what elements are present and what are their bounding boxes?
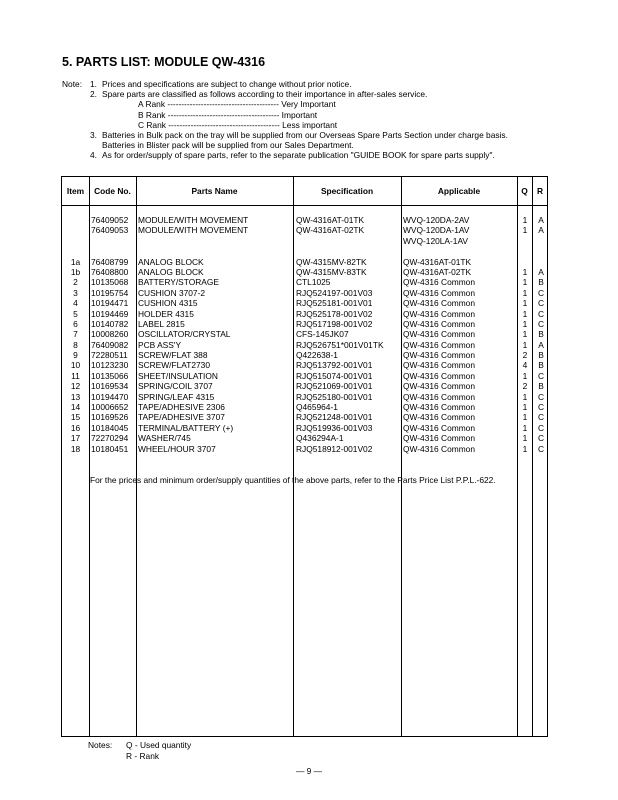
cell-spec: QW-4315MV-83TK xyxy=(296,266,367,277)
cell-q: 1 xyxy=(522,412,528,423)
cell-q: 2 xyxy=(522,381,528,392)
cell-r: B xyxy=(538,350,544,361)
header-specification: Specification xyxy=(320,186,374,196)
table-row xyxy=(62,246,547,256)
cell-r: B xyxy=(538,277,544,288)
cell-spec: CTL1025 xyxy=(296,277,331,288)
header-item: Item xyxy=(66,186,85,196)
cell-applicable: QW-4316 Common xyxy=(403,391,475,402)
cell-applicable: QW-4316 Common xyxy=(403,329,475,340)
cell-applicable: QW-4316 Common xyxy=(403,339,475,350)
cell-applicable: QW-4316 Common xyxy=(403,360,475,371)
table-row xyxy=(62,392,547,402)
cell-item: 5 xyxy=(73,308,78,319)
cell-item: 18 xyxy=(70,443,81,454)
table-row xyxy=(62,298,547,308)
cell-q: 1 xyxy=(522,422,528,433)
cell-code: 76408799 xyxy=(91,256,129,267)
cell-code: 72280511 xyxy=(91,350,128,361)
price-list-footnote: For the prices and minimum order/supply quantities of the above parts, refer to the Parts Price List P.P.L.-622. xyxy=(90,475,496,485)
cell-applicable: QW-4316 Common xyxy=(403,287,475,298)
cell-q: 2 xyxy=(522,350,528,361)
cell-r: C xyxy=(537,433,545,444)
table-row xyxy=(62,309,547,319)
cell-code: 10180451 xyxy=(91,443,129,454)
cell-item: 17 xyxy=(70,433,81,444)
cell-name: SCREW/FLAT2730 xyxy=(138,360,210,371)
cell-name: OSCILLATOR/CRYSTAL xyxy=(138,329,231,340)
cell-r: B xyxy=(538,360,544,371)
cell-applicable: QW-4316 Common xyxy=(403,443,475,454)
cell-r: C xyxy=(537,443,545,454)
table-row xyxy=(62,267,547,277)
header-code: Code No. xyxy=(94,186,131,196)
cell-spec: RJQ525181-001V01 xyxy=(296,298,373,309)
cell-q: 1 xyxy=(522,287,528,298)
cell-q: 1 xyxy=(522,339,528,350)
table-row xyxy=(62,360,547,370)
cell-r: C xyxy=(537,318,545,329)
table-row xyxy=(62,402,547,412)
cell-code: 76409052 xyxy=(91,215,129,225)
page-number: — 9 — xyxy=(295,766,323,776)
cell-applicable: QW-4316 Common xyxy=(403,402,475,413)
table-row xyxy=(62,236,547,246)
cell-spec: QW-4316AT-01TK xyxy=(296,215,365,225)
cell-name: LABEL 2815 xyxy=(138,318,185,329)
cell-spec: Q436294A-1 xyxy=(296,433,344,444)
cell-q: 1 xyxy=(522,370,528,381)
cell-q: 1 xyxy=(522,329,528,340)
note-number: 2. xyxy=(90,89,97,100)
cell-spec: RJQ525178-001V02 xyxy=(296,308,373,319)
cell-r: C xyxy=(537,412,545,423)
cell-code: 10194470 xyxy=(91,391,129,402)
cell-code: 10008260 xyxy=(91,329,129,340)
header-parts-name: Parts Name xyxy=(191,186,238,196)
table-row xyxy=(62,215,547,225)
cell-item: 1b xyxy=(70,266,81,277)
note-text: Batteries in Bulk pack on the tray will be supplied from our Overseas Spare Parts Section under charge basis. xyxy=(102,129,508,140)
table-row xyxy=(62,340,547,350)
notes-label: Note: xyxy=(62,79,83,89)
cell-name: BATTERY/STORAGE xyxy=(138,277,219,288)
header-q: Q xyxy=(521,186,528,196)
cell-applicable: QW-4316 Common xyxy=(403,308,475,319)
table-row xyxy=(62,433,547,443)
cell-q: 1 xyxy=(522,215,528,225)
cell-code: 10194471 xyxy=(91,298,129,309)
cell-spec: RJQ521248-001V01 xyxy=(296,412,373,423)
table-row xyxy=(62,277,547,287)
cell-item: 12 xyxy=(70,381,81,392)
cell-spec: RJQ518912-001V02 xyxy=(296,443,373,454)
table-row xyxy=(62,329,547,339)
bottom-notes-label: Notes: xyxy=(88,740,113,750)
cell-spec: RJQ519936-001V03 xyxy=(296,422,373,433)
cell-q: 1 xyxy=(522,318,528,329)
cell-applicable: QW-4316AT-01TK xyxy=(403,256,472,267)
table-body xyxy=(62,215,547,454)
cell-applicable: WVQ-120DA-2AV xyxy=(403,215,470,225)
cell-name: HOLDER 4315 xyxy=(138,308,194,319)
cell-name: TERMINAL/BATTERY (+) xyxy=(138,422,234,433)
table-row xyxy=(62,412,547,422)
table-row xyxy=(62,444,547,454)
cell-item: 15 xyxy=(70,412,81,423)
table-row xyxy=(62,423,547,433)
cell-name: ANALOG BLOCK xyxy=(138,256,204,267)
cell-name: CUSHION 4315 xyxy=(138,298,198,309)
cell-r: C xyxy=(537,287,545,298)
cell-code: 10135066 xyxy=(91,370,129,381)
rank-b: B Rank ---------------------------------------- Important xyxy=(138,109,318,120)
cell-code: 10123230 xyxy=(91,360,129,371)
cell-spec: RJQ524197-001V03 xyxy=(296,287,373,298)
note-text: Spare parts are classified as follows according to their importance in after-sales service. xyxy=(102,89,428,100)
cell-code: 10195754 xyxy=(91,287,129,298)
table-row xyxy=(62,257,547,267)
cell-item: 9 xyxy=(73,350,78,361)
cell-item: 11 xyxy=(71,370,80,381)
cell-spec: QW-4315MV-82TK xyxy=(296,256,367,267)
cell-r: A xyxy=(538,225,544,236)
cell-name: TAPE/ADHESIVE 2306 xyxy=(138,402,225,413)
cell-applicable: QW-4316AT-02TK xyxy=(403,266,472,277)
header-applicable: Applicable xyxy=(437,186,481,196)
cell-applicable: QW-4316 Common xyxy=(403,350,475,361)
note-text: As for order/supply of spare parts, refer to the separate publication "GUIDE BOOK for spare parts supply". xyxy=(102,150,495,161)
rank-c: C Rank ---------------------------------------- Less important xyxy=(138,119,338,130)
cell-q: 1 xyxy=(522,308,528,319)
cell-code: 72270294 xyxy=(91,433,129,444)
table-row xyxy=(62,288,547,298)
cell-applicable: QW-4316 Common xyxy=(403,298,475,309)
cell-name: SPRING/LEAF 4315 xyxy=(138,391,215,402)
table-row xyxy=(62,350,547,360)
cell-item: 1a xyxy=(70,256,81,267)
cell-r: C xyxy=(537,422,545,433)
cell-name: MODULE/WITH MOVEMENT xyxy=(138,225,249,236)
cell-applicable: QW-4316 Common xyxy=(403,412,475,423)
cell-name: CUSHION 3707-2 xyxy=(138,287,206,298)
cell-q: 4 xyxy=(522,360,528,371)
header-divider xyxy=(62,205,547,206)
note-number: 1. xyxy=(90,79,97,89)
cell-spec: QW-4316AT-02TK xyxy=(296,225,365,236)
cell-code: 10194469 xyxy=(91,308,129,319)
cell-q: 1 xyxy=(522,266,528,277)
cell-r: C xyxy=(537,402,545,413)
cell-spec: Q422638-1 xyxy=(296,350,338,361)
cell-spec: CFS-145JK07 xyxy=(296,329,349,340)
note-number: 4. xyxy=(90,150,97,161)
bottom-note-r: R - Rank xyxy=(126,750,160,761)
cell-r: C xyxy=(537,391,545,402)
cell-applicable: QW-4316 Common xyxy=(403,370,475,381)
cell-code: 10140782 xyxy=(91,318,129,329)
cell-item: 14 xyxy=(70,402,81,413)
cell-item: 13 xyxy=(70,391,81,402)
cell-code: 10006652 xyxy=(91,402,129,413)
cell-code: 10169534 xyxy=(91,381,129,392)
cell-r: C xyxy=(537,308,545,319)
header-r: R xyxy=(536,186,544,196)
cell-spec: RJQ517198-001V02 xyxy=(296,318,373,329)
cell-item: 7 xyxy=(73,329,78,340)
cell-spec: RJQ513792-001V01 xyxy=(296,360,373,371)
cell-code: 76409082 xyxy=(91,339,129,350)
cell-q: 1 xyxy=(522,225,528,236)
note-text: Prices and specifications are subject to change without prior notice. xyxy=(102,79,352,89)
cell-code: 10169526 xyxy=(91,412,129,423)
cell-code: 76408800 xyxy=(91,266,129,277)
cell-code: 10135068 xyxy=(91,277,129,288)
cell-q: 1 xyxy=(522,433,528,444)
rank-a: A Rank ---------------------------------------- Very Important xyxy=(138,99,336,110)
cell-item: 10 xyxy=(70,360,81,371)
cell-applicable: QW-4316 Common xyxy=(403,433,475,444)
cell-name: SCREW/FLAT 388 xyxy=(138,350,208,361)
cell-name: MODULE/WITH MOVEMENT xyxy=(138,215,249,225)
cell-q: 1 xyxy=(522,443,528,454)
table-row xyxy=(62,381,547,391)
cell-code: 10184045 xyxy=(91,422,129,433)
note-number: 3. xyxy=(90,129,97,140)
cell-applicable: WVQ-120LA-1AV xyxy=(403,235,469,246)
cell-spec: Q465964-1 xyxy=(296,402,338,413)
cell-spec: RJQ521069-001V01 xyxy=(296,381,373,392)
cell-applicable: QW-4316 Common xyxy=(403,318,475,329)
cell-r: A xyxy=(538,339,544,350)
table-row xyxy=(62,225,547,235)
cell-q: 1 xyxy=(522,402,528,413)
cell-code: 76409053 xyxy=(91,225,129,236)
cell-spec: RJQ515074-001V01 xyxy=(296,370,373,381)
note-text: Batteries in Blister pack will be supplied from our Sales Department. xyxy=(102,140,354,151)
cell-name: PCB ASS'Y xyxy=(138,339,182,350)
table-row xyxy=(62,371,547,381)
cell-name: WHEEL/HOUR 3707 xyxy=(138,443,216,454)
cell-name: ANALOG BLOCK xyxy=(138,266,204,277)
cell-r: C xyxy=(537,370,545,381)
cell-r: B xyxy=(538,381,544,392)
cell-applicable: WVQ-120DA-1AV xyxy=(403,225,470,236)
cell-applicable: QW-4316 Common xyxy=(403,277,475,288)
cell-name: SPRING/COIL 3707 xyxy=(138,381,213,392)
cell-r: A xyxy=(538,215,544,225)
cell-q: 1 xyxy=(522,277,528,288)
cell-spec: RJQ525180-001V01 xyxy=(296,391,373,402)
cell-name: WASHER/745 xyxy=(138,433,191,444)
bottom-note-q: Q - Used quantity xyxy=(126,740,192,750)
parts-table xyxy=(61,176,548,737)
page-title: 5. PARTS LIST: MODULE QW-4316 xyxy=(62,55,266,69)
cell-r: C xyxy=(537,298,545,309)
cell-item: 8 xyxy=(73,339,78,350)
cell-item: 3 xyxy=(73,287,78,298)
cell-q: 1 xyxy=(522,391,528,402)
table-row xyxy=(62,319,547,329)
cell-q: 1 xyxy=(522,298,528,309)
cell-r: B xyxy=(538,329,544,340)
cell-applicable: QW-4316 Common xyxy=(403,381,475,392)
cell-item: 16 xyxy=(70,422,81,433)
cell-applicable: QW-4316 Common xyxy=(403,422,475,433)
cell-item: 2 xyxy=(73,277,78,288)
cell-r: A xyxy=(538,266,544,277)
cell-name: SHEET/INSULATION xyxy=(138,370,218,381)
cell-item: 6 xyxy=(73,318,78,329)
cell-name: TAPE/ADHESIVE 3707 xyxy=(138,412,225,423)
cell-item: 4 xyxy=(73,298,78,309)
cell-spec: RJQ526751*001V01TK xyxy=(296,339,384,350)
